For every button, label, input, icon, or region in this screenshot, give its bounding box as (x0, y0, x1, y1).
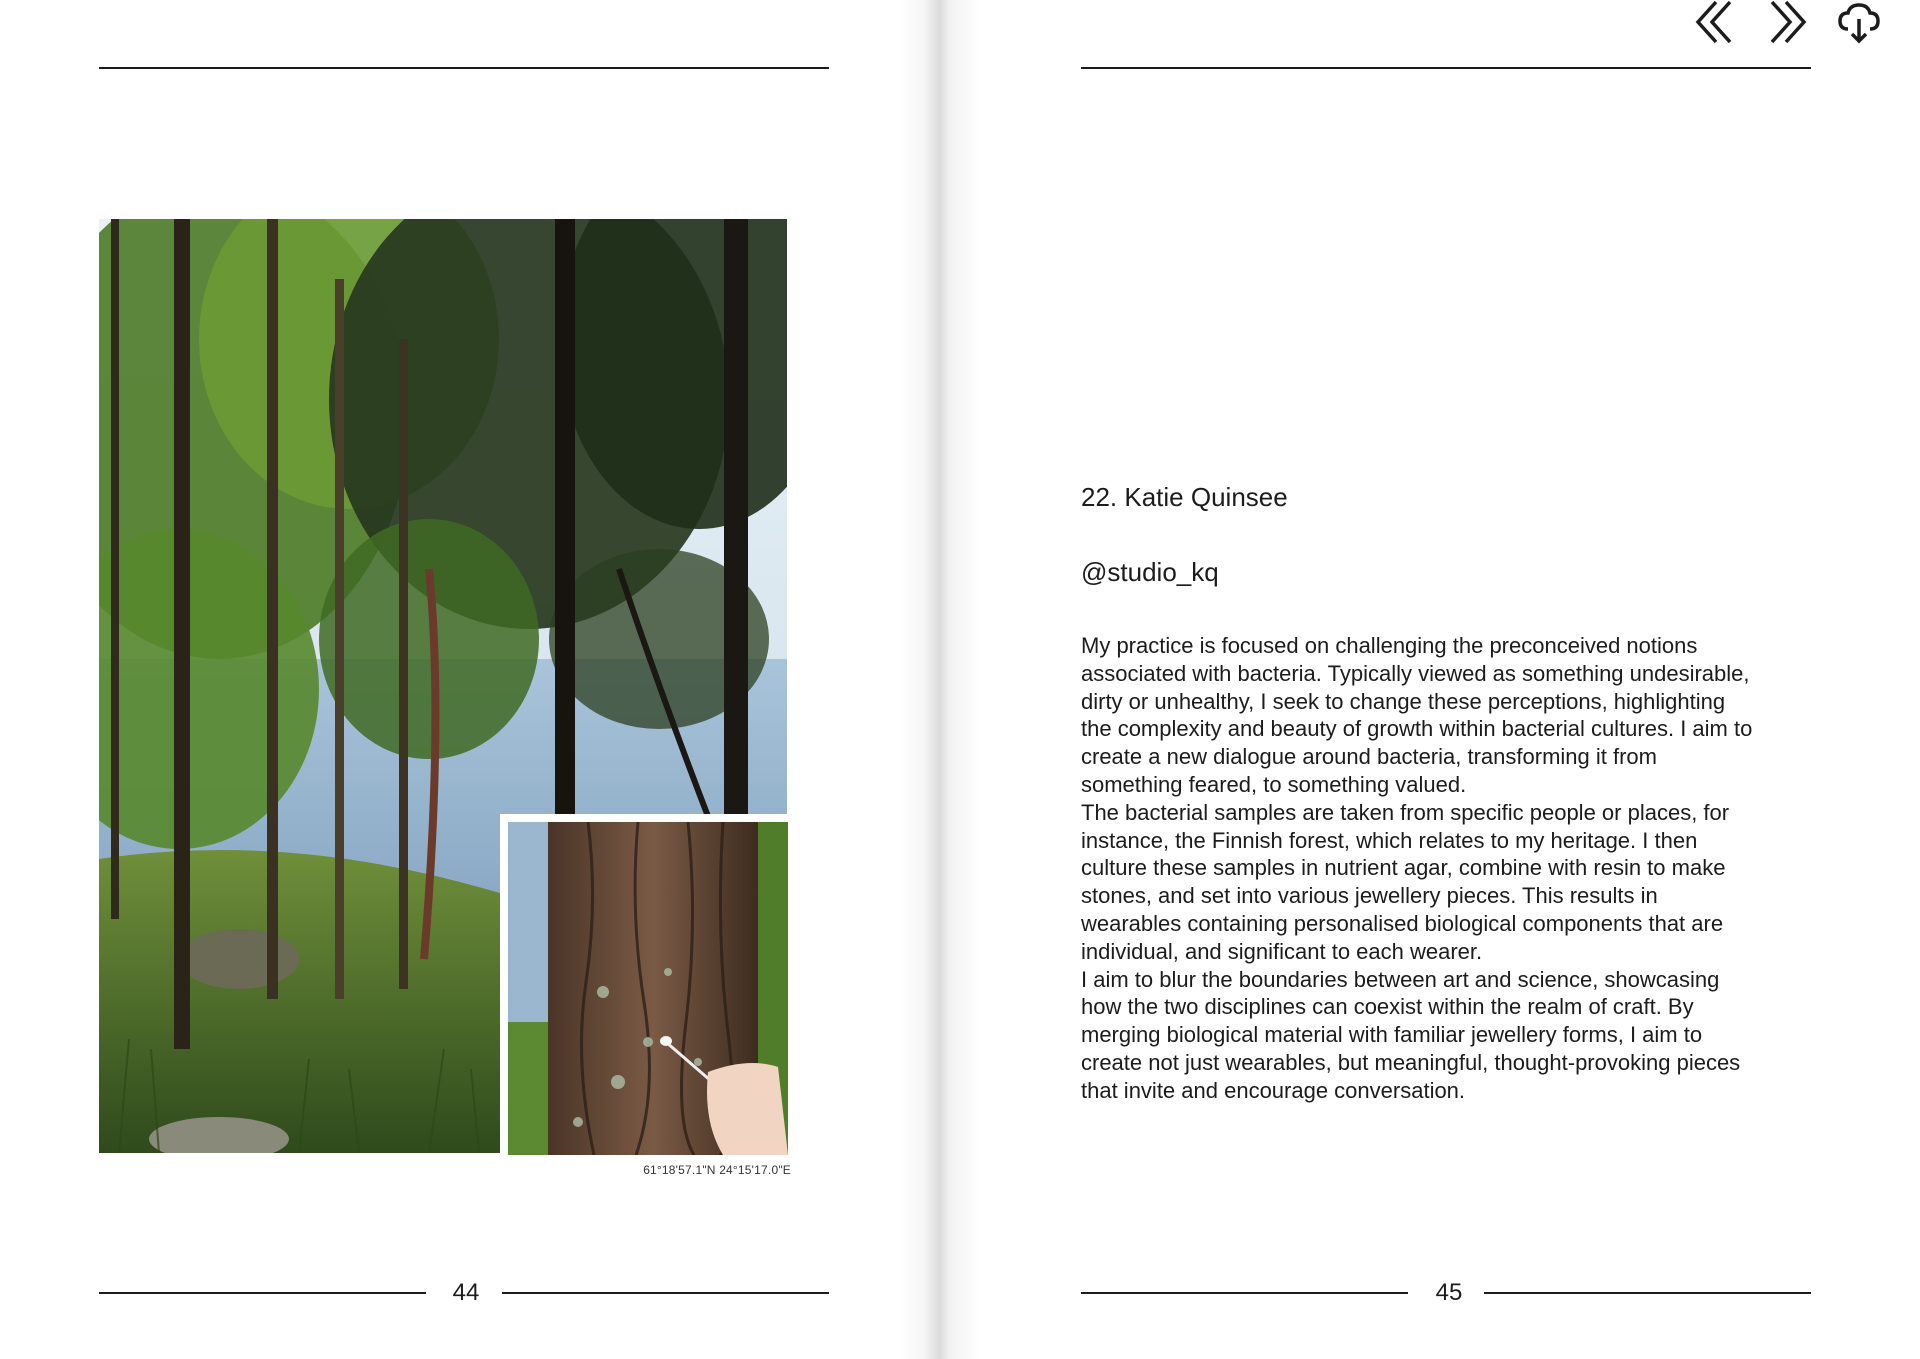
page-number-right: 45 (1435, 1279, 1463, 1306)
double-chevron-left-icon (1692, 0, 1738, 50)
statement-paragraph: My practice is focused on challenging the preconceived notions associated with bacteria. Typically viewed as something undesirable, dirty or unhealthy, I seek to change these perceptions, highlighting the complexity and beauty of growth within bacterial cultures. I aim to create a new dialogue around bacteria, transforming it from something feared, to something valued. (1081, 633, 1753, 797)
cloud-download-icon (1836, 0, 1882, 50)
bottom-rule-right-a (1081, 1292, 1408, 1294)
top-rule-left (99, 67, 829, 69)
viewer-toolbar (1690, 0, 1920, 50)
bottom-rule-left-a (99, 1292, 426, 1294)
top-rule-right (1081, 67, 1811, 69)
left-page (0, 0, 946, 1359)
bottom-rule-right-b (1484, 1292, 1811, 1294)
previous-page-button[interactable] (1690, 0, 1740, 48)
artist-title: 22. Katie Quinsee (1081, 482, 1288, 512)
statement-paragraph: The bacterial samples are taken from specific people or places, for instance, the Finnish forest, which relates to my heritage. I then culture these samples in nutrient agar, combine with resin to make stones, and set into various jewellery pieces. This results in wearables containing personalised biological components that are individual, and significant to each wearer. (1081, 799, 1730, 964)
photo-coordinates-caption: 61°18'57.1"N 24°15'17.0"E (643, 1163, 791, 1177)
page-number-left: 44 (452, 1279, 480, 1306)
artist-statement (1081, 632, 1761, 1105)
download-button[interactable] (1834, 0, 1884, 48)
right-page (946, 0, 1920, 1359)
double-chevron-right-icon (1764, 0, 1810, 50)
bottom-rule-left-b (502, 1292, 829, 1294)
artist-handle: @studio_kq (1081, 557, 1219, 587)
statement-paragraph: I aim to blur the boundaries between art and science, showcasing how the two disciplines can coexist within the realm of craft. By merging biological material with familiar jewellery forms, I aim to create not just wearables, but meaningful, thought-provoking pieces that invite and encourage conversation. (1081, 966, 1741, 1103)
next-page-button[interactable] (1762, 0, 1812, 48)
tree-bark-swab-photo (500, 814, 788, 1155)
